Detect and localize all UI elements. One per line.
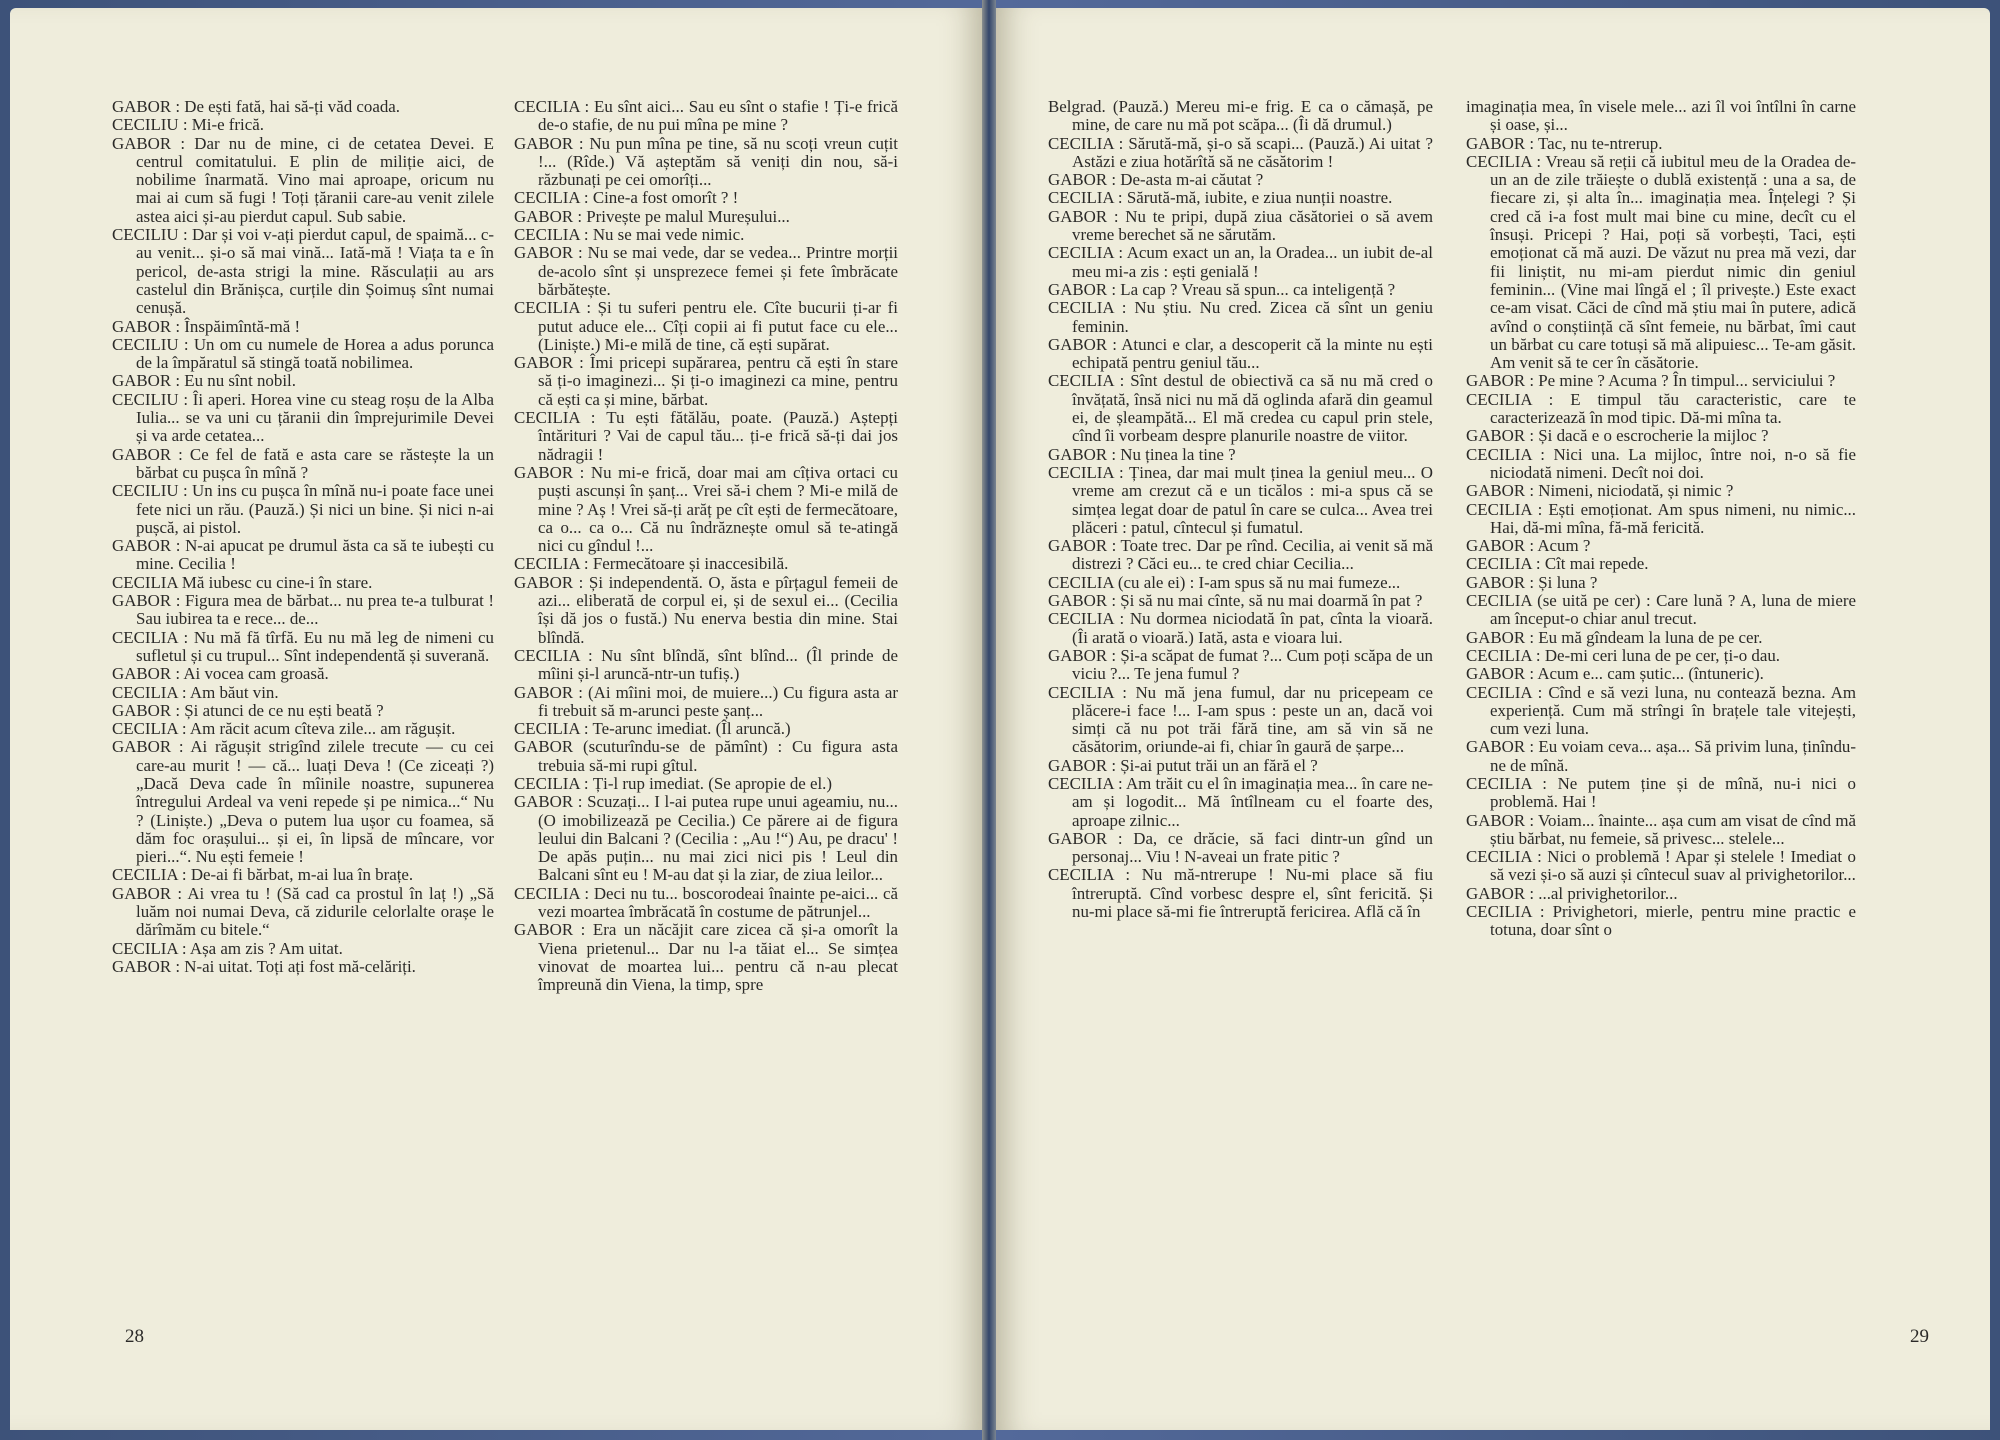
dialogue-line: GABOR : Ai răgușit strigînd zilele trecute — cu cei care-au murit ! — că... luați Deva ! (Ce ziceați ?) „Dacă Deva cade în mîinile noastre, supunerea întregului Ardeal va veni repede și pe nimica...“ Nu ? (Liniște.) „Deva o putem lua ușor cu foamea, să dăm foc orașului... și ei, în lipsă de mîncare, vor pieri...“. Nu ești femeie ! [112, 737, 494, 867]
dialogue-line: CECILIA : Sînt destul de obiectivă ca să nu mă cred o învățată, însă nici nu mă dă oglinda afară din geamul ei, de șleampătă... El mă credea cu capul prin stele, cînd îi vorbeam despre planurile noastre de viitor. [1048, 371, 1433, 446]
dialogue-line: GABOR : Nu ținea la tine ? [1048, 444, 1236, 464]
right-column-1 [1048, 98, 1433, 921]
dialogue-line: CECILIA : Vreau să reții că iubitul meu de la Oradea de-un an de zile trăiește o dublă existență : una a sa, de fiecare zi, și alta în... imaginația mea. Înțelegi ? Și cred că i-a fost mult mai bine cu mine, decît cu el însuși. Pricepi ? Hai, poți să vorbești, Taci, ești emoționat că mă auzi. De văzut nu prea mă vezi, dar fii liniștit, nu mi-am pierdut nimic din geniul feminin... (Vine mai lîngă el ; îl privește.) Este exact ce-am visat. Căci de cînd mă știu mai în putere, adică avînd o conștiință că sînt femeie, nu bărbat, îmi caut un bărbat cu care totuși să mă alipuiesc... Te-am găsit. Am venit să te cer în căsătorie. [1466, 151, 1856, 373]
dialogue-line: GABOR : Atunci e clar, a descoperit că la minte nu ești echipată pentru geniul tău... [1048, 334, 1433, 373]
dialogue-line: CECILIU : Un om cu numele de Horea a adus porunca de la împăratul să stingă toată nobilimea. [112, 334, 494, 373]
dialogue-line: CECILIA : Nu mă-ntrerupe ! Nu-mi place să fiu întreruptă. Cînd vorbesc despre el, sînt fericită. Și nu-mi place să-mi fie întreruptă fericirea. Află că în [1048, 865, 1433, 922]
dialogue-line: imaginația mea, în visele mele... azi îl voi întîlni în carne și oase, și... [1466, 97, 1856, 135]
dialogue-line: CECILIA : Nu se mai vede nimic. [514, 225, 745, 245]
dialogue-line: CECILIU : Îi aperi. Horea vine cu steag roșu de la Alba Iulia... se va uni cu țăranii din împrejurimile Devei și va arde cetatea... [112, 389, 494, 446]
dialogue-line: GABOR : Și luna ? [1466, 572, 1598, 592]
dialogue-line: CECILIA : De-mi ceri luna de pe cer, ți-o dau. [1466, 645, 1781, 665]
dialogue-line: GABOR : Dar nu de mine, ci de cetatea Devei. E centrul comitatului. E plin de miliție aici, de nobilime înarmată. Vino mai aproape, oricum nu mai ai cum să fugi ! Toți țăranii care-au venit zilele astea aici și-au pierdut capul. Sub sabie. [112, 133, 494, 226]
dialogue-line: GABOR : Era un năcăjit care zicea că și-a omorît la Viena prietenul... Dar nu l-a tăiat el... Se simțea vinovat de moartea lui... pentru că n-au plecat împreună din Viena, la timp, spre [514, 920, 898, 995]
dialogue-line: CECILIA : Ne putem ține și de mînă, nu-i nici o problemă. Hai ! [1466, 773, 1856, 812]
dialogue-line: GABOR : Toate trec. Dar pe rînd. Cecilia, ai venit să mă distrezi ? Căci eu... te cred chiar Cecilia... [1048, 536, 1433, 574]
dialogue-line: CECILIA : De-ai fi bărbat, m-ai lua în brațe. [112, 865, 414, 885]
dialogue-line: GABOR : (Ai mîini moi, de muiere...) Cu figura asta ar fi trebuit să m-arunci peste șanț... [514, 682, 898, 720]
dialogue-line: CECILIA : Nu mă fă tîrfă. Eu nu mă leg de nimeni cu sufletul și cu trupul... Sînt independentă și suverană. [112, 627, 494, 665]
right-page [996, 8, 1990, 1430]
dialogue-line: GABOR : Nu pun mîna pe tine, să nu scoți vreun cuțit !... (Rîde.) Vă așteptăm să veniți din nou, să-i răzbunați pe cei omorîți... [514, 133, 898, 190]
page-number-left: 28 [125, 1326, 144, 1347]
dialogue-line: GABOR : Nimeni, niciodată, și nimic ? [1466, 481, 1734, 501]
dialogue-line: CECILIA : Nu sînt blîndă, sînt blînd... (Îl prinde de mîini și-l aruncă-ntr-un tufiș.) [514, 645, 898, 684]
dialogue-line: CECILIA : Sărută-mă, și-o să scapi... (Pauză.) Ai uitat ? Astăzi e ziua hotărîtă să ne căsătorim ! [1048, 133, 1433, 171]
dialogue-line: CECILIA : Ținea, dar mai mult ținea la geniul meu... O vreme am crezut că e un ticălos : mi-a spus că se simțea legat doar de patul în care se culca... Avea trei plăceri : patul, cîntecul și fumatul. [1048, 462, 1433, 537]
dialogue-line: GABOR : Nu mi-e frică, doar mai am cîțiva ortaci cu puști ascunși în șanț... Vrei să-i chem ? Mi-e milă de mine ? Aș ! Vrei să-ți arăț pe cît ești de fermecătoare, ca o... ca o... Că nu îndrăznește omul să te-atingă nici cu gîndul !... [514, 462, 898, 556]
dialogue-line: GABOR : Privește pe malul Mureșului... [514, 206, 790, 226]
dialogue-line: GABOR : Eu mă gîndeam la luna de pe cer. [1466, 627, 1763, 647]
dialogue-line: GABOR : Tac, nu te-ntrerup. [1466, 133, 1663, 153]
dialogue-line: GABOR : Ce fel de fată e asta care se răstește la un bărbat cu pușca în mînă ? [112, 444, 494, 482]
dialogue-line: GABOR : Nu se mai vede, dar se vedea... Printre morții de-acolo sînt și unsprezece femei și fete îmbrăcate bărbătește. [514, 243, 898, 299]
dialogue-line: GABOR : Și atunci de ce nu ești beată ? [112, 700, 384, 720]
dialogue-line: CECILIA : Nu mă jena fumul, dar nu pricepeam ce plăcere-i face !... I-am spus : peste un an, dacă voi simți că nu pot trăi fără tine, am să vin să ne căsătorim, oriunde-ai fi, chiar în gaură de șarpe... [1048, 682, 1433, 757]
dialogue-line: CECILIA : Și tu suferi pentru ele. Cîte bucurii ți-ar fi putut aduce ele... Cîți copii ai fi putut face cu ele... (Liniște.) Mi-e milă de tine, că ești supărat. [514, 298, 898, 354]
dialogue-line: GABOR : La cap ? Vreau să spun... ca inteligență ? [1048, 279, 1396, 299]
dialogue-line: GABOR : Și-a scăpat de fumat ?... Cum poți scăpa de un viciu ?... Te jena fumul ? [1048, 645, 1433, 684]
dialogue-line: GABOR : De ești fată, hai să-ți văd coada. [112, 97, 400, 116]
dialogue-line: GABOR : Și să nu mai cînte, să nu mai doarmă în pat ? [1048, 591, 1423, 611]
left-column-1 [112, 98, 494, 976]
dialogue-line: CECILIU : Un ins cu pușca în mînă nu-i poate face unei fete nici un rău. (Pauză.) Și nici un bine. Și nici n-ai pușcă, ai pistol. [112, 481, 494, 537]
dialogue-line: CECILIA : E timpul tău caracteristic, care te caracterizează în mod tipic. Dă-mi mîna ta. [1466, 389, 1856, 428]
dialogue-line: GABOR : Ai vocea cam groasă. [112, 664, 329, 684]
dialogue-line: CECILIA : Am băut vin. [112, 682, 279, 702]
dialogue-line: CECILIA : Te-arunc imediat. (Îl aruncă.) [514, 719, 791, 739]
dialogue-line: CECILIA (se uită pe cer) : Care lună ? A, luna de miere am început-o chiar anul trecut. [1466, 591, 1856, 629]
dialogue-line: GABOR : ...al privighetorilor... [1466, 883, 1678, 903]
dialogue-line: GABOR : Pe mine ? Acuma ? În timpul... serviciului ? [1466, 371, 1836, 391]
dialogue-line: CECILIA : Privighetori, mierle, pentru mine practic e totuna, doar sînt o [1466, 902, 1856, 940]
dialogue-line: CECILIA : Deci nu tu... boscorodeai înainte pe-aici... că vezi moartea îmbrăcată în costume de pătrunjel... [514, 883, 898, 922]
dialogue-line: GABOR (scuturîndu-se de pămînt) : Cu figura asta trebuia să-mi rupi gîtul. [514, 737, 898, 775]
left-page [10, 8, 982, 1430]
dialogue-line: GABOR : Îmi pricepi supărarea, pentru că ești în stare să ți-o imaginezi... Și ți-o imaginezi ca mine, pentru că ești ca și mine, bărbat. [514, 353, 898, 409]
page-number-right: 29 [1910, 1326, 1929, 1347]
dialogue-line: GABOR : De-asta m-ai căutat ? [1048, 170, 1264, 190]
dialogue-line: CECILIU : Dar și voi v-ați pierdut capul, de spaimă... c-au venit... și-o să mai vină... Iată-mă ! Viața ta e în pericol, de-asta strigi la mine. Răsculații au ars castelul din Brănișca, curțile din Șoimuș sînt numai cenușă. [112, 225, 494, 318]
left-column-2 [514, 98, 898, 995]
book-spine [982, 0, 996, 1440]
dialogue-line: CECILIA : Sărută-mă, iubite, e ziua nunții noastre. [1048, 188, 1393, 208]
dialogue-line: GABOR : N-ai apucat pe drumul ăsta ca să te iubești cu mine. Cecilia ! [112, 536, 494, 574]
dialogue-line: CECILIA : Nici o problemă ! Apar și stelele ! Imediat o să vezi și-o să auzi și cîntecul suav al privighetorilor... [1466, 847, 1856, 885]
dialogue-line: CECILIA : Fermecătoare și inaccesibilă. [514, 554, 789, 574]
dialogue-line: CECILIA Mă iubesc cu cine-i în stare. [112, 572, 373, 592]
dialogue-line: CECILIA : Am trăit cu el în imaginația mea... în care ne-am și logodit... Mă întîlneam cu el foarte des, aproape zilnic... [1048, 773, 1433, 830]
dialogue-line: GABOR : Nu te pripi, după ziua căsătoriei o să avem vreme berechet să ne sărutăm. [1048, 206, 1433, 245]
dialogue-line: GABOR : Scuzați... I l-ai putea rupe unui ageamiu, nu... (O imobilizează pe Cecilia.) Ce părere ai de figura leului din Balcani ? (Cecilia : „Au !“) Au, pe dracu' ! De apăs puțin... nu mai zici nici pis ! Leul din Balcani sînt eu ! M-au dat și la ziar, de ziua leilor... [514, 792, 898, 885]
dialogue-line: CECILIA (cu ale ei) : I-am spus să nu mai fumeze... [1048, 572, 1401, 592]
dialogue-line: CECILIA : Eu sînt aici... Sau eu sînt o stafie ! Ți-e frică de-o stafie, de nu pui mîna pe mine ? [514, 97, 898, 135]
dialogue-line: CECILIA : Cînd e să vezi luna, nu contează bezna. Am experiență. Cum mă strîngi în brațele tale vitejești, cum vezi luna. [1466, 682, 1856, 739]
dialogue-line: GABOR : Ai vrea tu ! (Să cad ca prostul în laț !) „Să luăm noi numai Deva, că zidurile celorlalte orașe le dărîmăm cu bitele.“ [112, 883, 494, 940]
dialogue-line: GABOR : Voiam... înainte... așa cum am visat de cînd mă știu bărbat, nu femeie, să privesc... stelele... [1466, 810, 1856, 848]
dialogue-line: GABOR : Înspăimîntă-mă ! [112, 316, 301, 336]
dialogue-line: CECILIA : Așa am zis ? Am uitat. [112, 938, 343, 958]
dialogue-line: CECILIA : Cît mai repede. [1466, 554, 1649, 574]
dialogue-line: CECILIA : Cine-a fost omorît ? ! [514, 188, 739, 208]
dialogue-line: CECILIA : Nu știu. Nu cred. Zicea că sînt un geniu feminin. [1048, 298, 1433, 336]
dialogue-line: GABOR : Și-ai putut trăi un an fără el ? [1048, 755, 1318, 775]
dialogue-line: CECILIU : Mi-e frică. [112, 115, 264, 135]
dialogue-line: Belgrad. (Pauză.) Mereu mi-e frig. E ca o cămașă, pe mine, de care nu mă pot scăpa... (Îi dă drumul.) [1048, 97, 1433, 135]
dialogue-line: GABOR : Acum e... cam șutic... (întuneric). [1466, 664, 1764, 684]
dialogue-line: GABOR : Acum ? [1466, 536, 1591, 556]
dialogue-line: CECILIA : Ți-l rup imediat. (Se apropie de el.) [514, 773, 833, 793]
dialogue-line: CECILIA : Nici una. La mijloc, între noi, n-o să fie niciodată nimeni. Decît noi doi. [1466, 444, 1856, 482]
dialogue-line: GABOR : Și dacă e o escrocherie la mijloc ? [1466, 426, 1769, 446]
dialogue-line: GABOR : N-ai uitat. Toți ați fost mă-celăriți. [112, 956, 416, 976]
dialogue-line: CECILIA : Nu dormea niciodată în pat, cînta la vioară. (Îi arată o vioară.) Iată, asta e vioara lui. [1048, 609, 1433, 647]
dialogue-line: GABOR : Eu nu sînt nobil. [112, 371, 296, 391]
dialogue-line: GABOR : Și independentă. O, ăsta e pîrțagul femeii de azi... eliberată de corpul ei, și de sexul ei... (Cecilia își dă jos o fustă.) Nu enerva bestia din mine. Stai blîndă. [514, 572, 898, 647]
dialogue-line: CECILIA : Ești emoționat. Am spus nimeni, nu nimic... Hai, dă-mi mîna, fă-mă fericită. [1466, 499, 1856, 537]
right-column-2 [1466, 98, 1856, 940]
dialogue-line: GABOR : Eu voiam ceva... așa... Să privim luna, ținîndu-ne de mînă. [1466, 737, 1856, 775]
dialogue-line: GABOR : Da, ce drăcie, să faci dintr-un gînd un personaj... Viu ! N-aveai un frate pitic ? [1048, 828, 1433, 867]
dialogue-line: CECILIA : Am răcit acum cîteva zile... am răgușit. [112, 719, 456, 739]
dialogue-line: CECILIA : Acum exact un an, la Oradea... un iubit de-al meu mi-a zis : ești genială ! [1048, 243, 1433, 281]
dialogue-line: GABOR : Figura mea de bărbat... nu prea te-a tulburat ! Sau iubirea ta e rece... de... [112, 591, 494, 629]
dialogue-line: CECILIA : Tu ești fătălău, poate. (Pauză.) Aștepți întărituri ? Vai de capul tău... ți-e frică să-ți dai jos nădragii ! [514, 408, 898, 464]
